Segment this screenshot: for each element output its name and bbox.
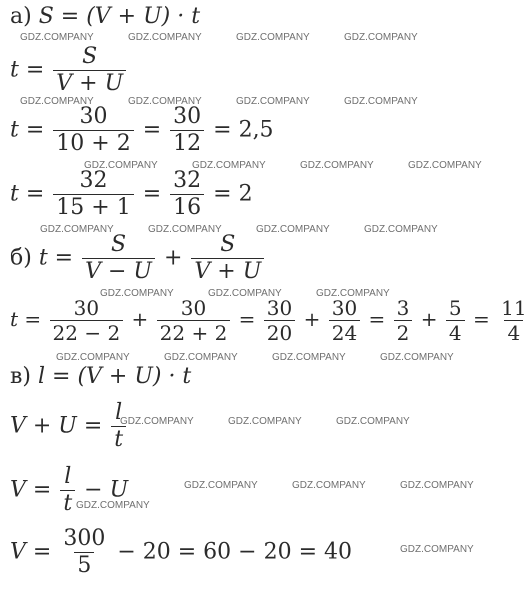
a3-frac1 [53,106,133,155]
watermark: GDZ.COMPANY [364,224,438,235]
b2-d3: 20 [264,320,295,343]
b1-plus: + [163,245,183,271]
watermark: GDZ.COMPANY [236,32,310,43]
watermark: GDZ.COMPANY [400,480,474,491]
watermark: GDZ.COMPANY [344,96,418,107]
b1-frac1 [82,234,155,283]
line-b1 [10,234,266,283]
watermark: GDZ.COMPANY [56,352,130,363]
b2-op6: = [472,307,490,331]
line-c4 [10,528,352,577]
watermark: GDZ.COMPANY [20,32,94,43]
line-a3 [10,106,274,155]
watermark: GDZ.COMPANY [272,352,346,363]
watermark: GDZ.COMPANY [316,288,390,299]
b2-frac5 [394,298,413,343]
line-c1 [10,366,191,388]
c4-lhs: V = [10,539,52,565]
watermark: GDZ.COMPANY [40,224,114,235]
label-b: б) [10,245,32,271]
b2-op1: + [131,307,149,331]
watermark: GDZ.COMPANY [228,416,302,427]
c2-lhs: V + U = [10,413,103,439]
c2-num: l [115,400,123,425]
watermark: GDZ.COMPANY [184,480,258,491]
watermark: GDZ.COMPANY [300,160,374,171]
a2-lhs: t = [10,57,45,83]
c3-den: t [60,490,75,515]
watermark: GDZ.COMPANY [84,160,158,171]
b2-frac3 [264,298,295,343]
watermark: GDZ.COMPANY [120,416,194,427]
c1-lhs: l [37,364,46,389]
watermark: GDZ.COMPANY [292,480,366,491]
line-a4 [10,170,253,219]
a4-d2: 16 [170,194,204,219]
b2-d7: 4 [504,320,523,343]
line-b2 [10,298,532,343]
watermark: GDZ.COMPANY [344,32,418,43]
watermark: GDZ.COMPANY [400,544,474,555]
b2-d4: 24 [329,320,360,343]
a2-num: S [82,44,98,69]
b2-d1: 22 − 2 [50,320,124,343]
b2-op2: = [238,307,256,331]
label-c: в) [10,364,31,389]
a3-lhs: t = [10,117,45,143]
b2-op4: = [368,307,386,331]
b1-d1: V − U [82,258,155,283]
watermark: GDZ.COMPANY [380,352,454,363]
a1-rhs: (V + U) · t [86,4,201,29]
a3-d2: 12 [170,130,204,155]
watermark: GDZ.COMPANY [128,96,202,107]
b2-lhs: t = [10,307,42,331]
b2-d6: 4 [446,320,465,343]
watermark: GDZ.COMPANY [256,224,330,235]
b2-op5: + [420,307,438,331]
watermark: GDZ.COMPANY [408,160,482,171]
b1-frac2 [191,234,264,283]
b2-op3: + [303,307,321,331]
a1-eq: = [60,4,80,29]
a3-d1: 10 + 2 [53,130,133,155]
b2-frac2 [157,298,231,343]
a4-eq: = [142,181,162,207]
b2-n1: 30 [73,296,100,320]
a4-frac2 [170,170,204,219]
c4-den: 5 [74,552,94,577]
a4-frac1 [53,170,133,219]
watermark: GDZ.COMPANY [128,32,202,43]
a1-lhs: S [38,4,54,29]
watermark: GDZ.COMPANY [336,416,410,427]
watermark: GDZ.COMPANY [164,352,238,363]
c1-rhs: = (V + U) · t [52,364,192,389]
b2-frac7 [498,298,529,343]
watermark: GDZ.COMPANY [208,288,282,299]
c2-den: t [111,426,126,451]
c3-rest: − U [84,477,129,503]
b2-d2: 22 + 2 [157,320,231,343]
a2-fraction [53,46,126,95]
a4-n2: 32 [173,168,202,193]
a4-d1: 15 + 1 [53,194,133,219]
a3-res: = 2,5 [213,117,274,143]
line-a2 [10,46,128,95]
b2-n2: 30 [180,296,207,320]
b2-n5: 3 [396,296,410,320]
watermark: GDZ.COMPANY [192,160,266,171]
b2-n7: 11 [501,296,527,320]
watermark: GDZ.COMPANY [236,96,310,107]
a3-eq: = [142,117,162,143]
watermark: GDZ.COMPANY [20,96,94,107]
b2-frac4 [329,298,360,343]
line-c2 [10,402,128,451]
watermark: GDZ.COMPANY [148,224,222,235]
c4-num: 300 [63,526,106,551]
c4-fraction [60,528,108,577]
c3-num: l [64,464,72,489]
b1-d2: V + U [191,258,264,283]
c4-rest: − 20 = 60 − 20 = 40 [117,539,352,565]
a3-n2: 30 [173,104,202,129]
c3-fraction [60,466,75,515]
label-a: а) [10,4,32,29]
c3-lhs: V = [10,477,52,503]
b1-n1: S [111,232,127,257]
a4-res: = 2 [213,181,253,207]
a4-lhs: t = [10,181,45,207]
b2-d5: 2 [394,320,413,343]
b2-n6: 5 [448,296,462,320]
a3-frac2 [170,106,204,155]
line-a1 [10,6,200,28]
a2-den: V + U [53,70,126,95]
b1-lhs: t = [38,245,74,271]
b2-frac1 [50,298,124,343]
watermark: GDZ.COMPANY [100,288,174,299]
b2-n3: 30 [266,296,293,320]
watermark: GDZ.COMPANY [76,500,150,511]
b2-frac6 [446,298,465,343]
b2-n4: 30 [331,296,358,320]
b1-n2: S [220,232,236,257]
a3-n1: 30 [79,104,108,129]
a4-n1: 32 [79,168,108,193]
